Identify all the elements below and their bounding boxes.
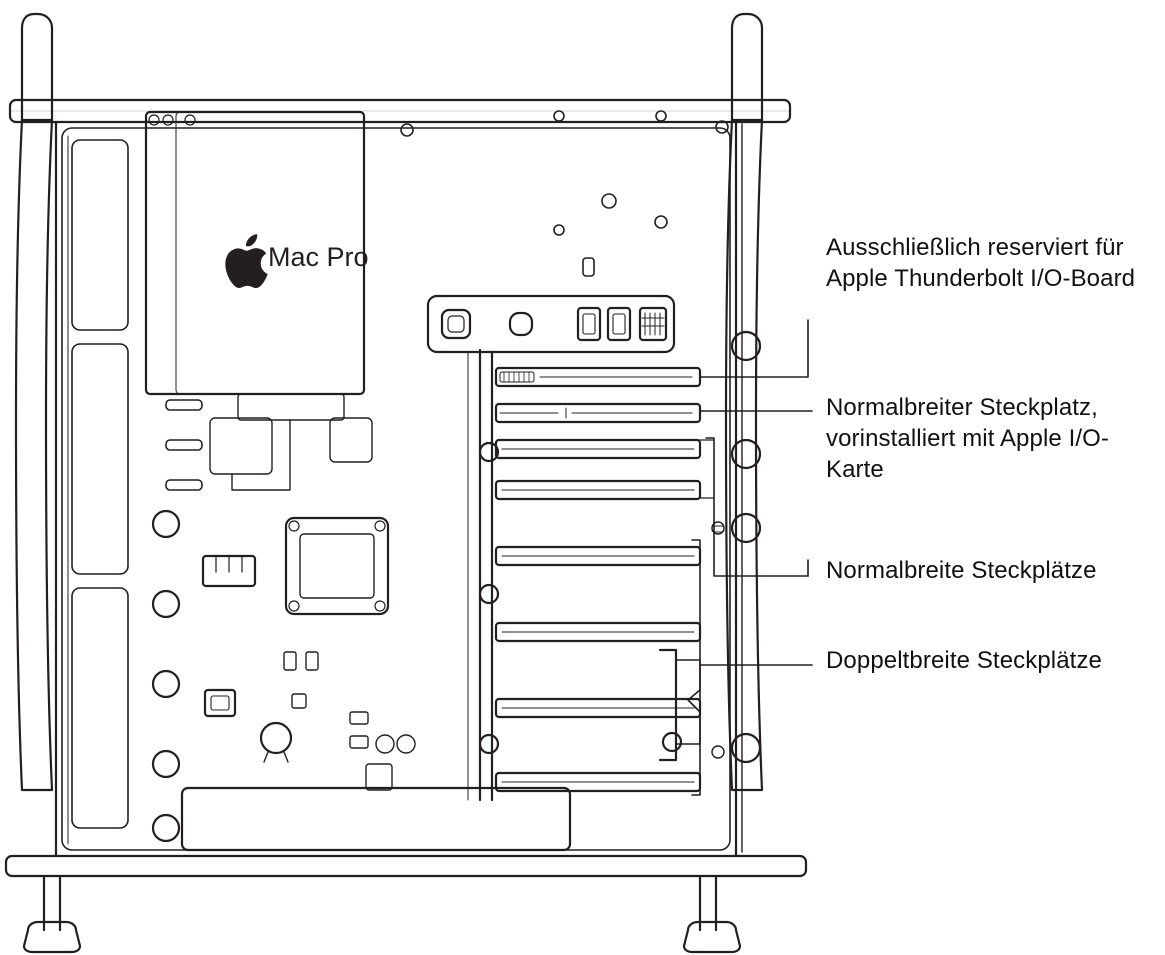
chassis-body [56,122,736,856]
side-vent-panels [72,140,128,828]
apple-logo-icon [225,234,267,288]
pcie-slot-4 [496,481,700,499]
pcie-slots [496,368,700,791]
board-standoffs [401,111,728,276]
usb-c-port [510,313,532,335]
pcie-slot-2 [496,404,700,422]
device-label: Mac Pro [268,242,369,272]
backplane-channel [468,350,492,800]
rear-bracket [480,443,724,760]
pcie-slot-3 [496,440,700,458]
bottom-rail [6,856,806,952]
io-port-cluster [428,296,674,352]
chassis-handle-right [726,14,762,790]
top-rail [10,100,790,122]
leader-line-4-bracket [692,540,700,795]
usb-a-port [442,310,470,338]
callout-leader-lines [692,320,812,795]
pcie-slot-7 [496,699,700,717]
leader-line-1 [700,320,808,377]
thunderbolt-port-1 [578,308,600,340]
pcie-slot-6 [496,623,700,641]
chassis-handle-left [16,14,52,790]
callout-double-width-slots: Doppeltbreite Steckplätze [826,647,1102,674]
pcie-slot-5 [496,547,700,565]
pcie-slot-1 [496,368,700,386]
thunderbolt-port-2 [608,308,630,340]
power-supply-module [146,112,372,490]
callout-thunderbolt-io-board: Ausschließlich reserviert für Apple Thunderbolt I/O-Board [826,234,1136,292]
ethernet-port [640,308,666,340]
callout-single-width-slots: Normalbreite Steckplätze [826,557,1097,584]
callout-preinstalled-apple-io-card: Normalbreiter Steckplatz, vorinstalliert mit Apple I/O-Karte [826,394,1109,483]
